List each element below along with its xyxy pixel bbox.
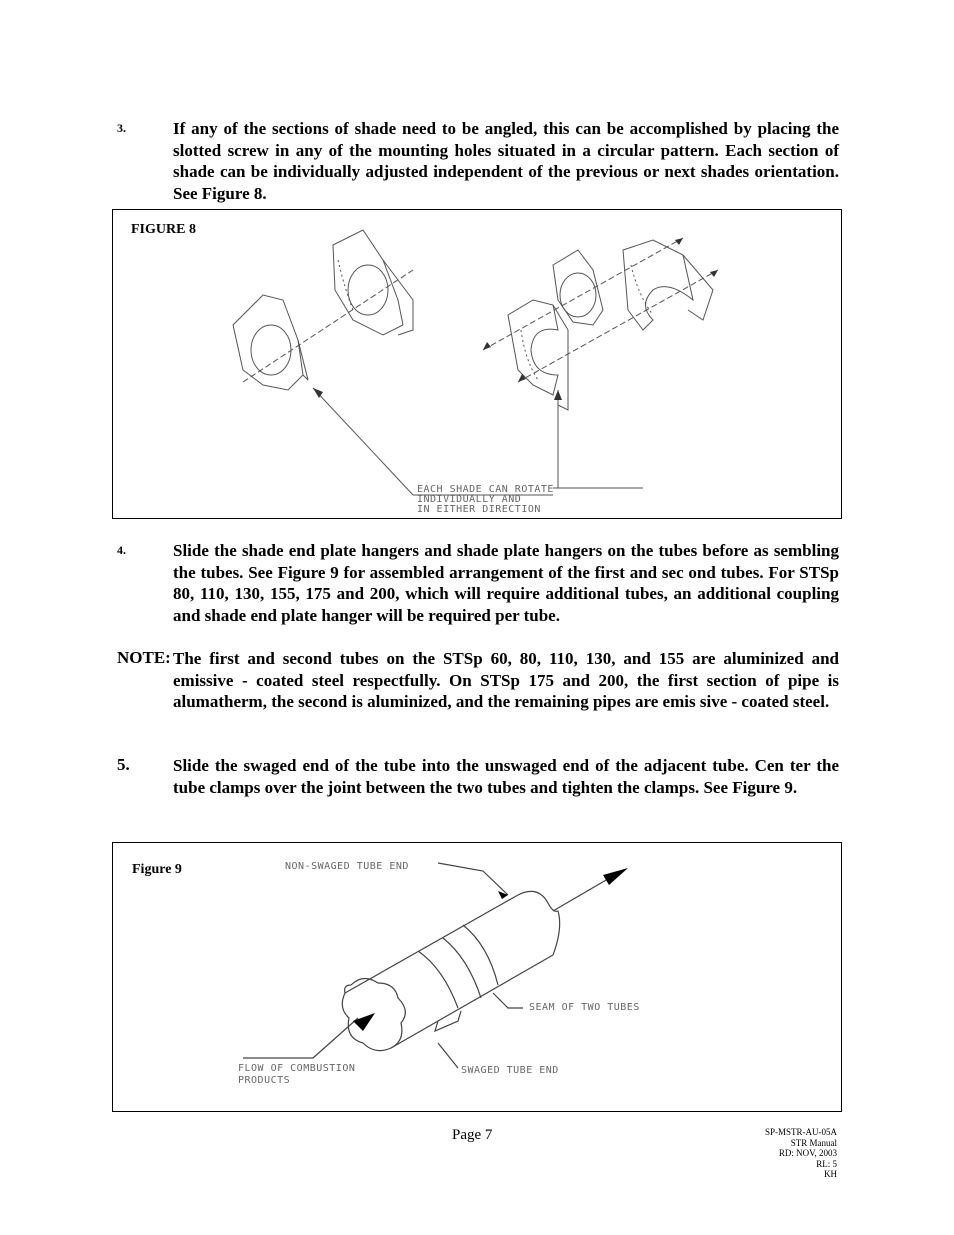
step-number: 5.	[117, 755, 130, 774]
note-text: The first and second tubes on the STSp 60, 80, 110, 130, and 155 are aluminized and emissive - coated steel respectfully. On STSp 175 and 200, the first section of pipe is alumatherm, the second is aluminized, and the remaining pipes are emis sive - coated steel.	[173, 649, 839, 711]
note-label: NOTE:	[117, 648, 171, 667]
figure-8-drawing	[113, 210, 840, 517]
step-3	[117, 118, 839, 204]
step-text: If any of the sections of shade need to be angled, this can be accomplished by placing the slotted screw in any of the mounting holes situated in a circular pattern. Each section of shade can be individually adjusted independent of the previous or next shades orientation. See Figure 8.	[173, 119, 839, 203]
figure-8-label: FIGURE 8	[131, 222, 196, 237]
figure-8-callout-line-3: IN EITHER DIRECTION	[417, 504, 541, 515]
callout-swaged: SWAGED TUBE END	[461, 1065, 559, 1076]
document-meta	[765, 1127, 837, 1180]
note	[117, 648, 839, 713]
page-number: Page 7	[452, 1127, 493, 1143]
figure-9-drawing	[113, 843, 840, 1110]
callout-flow-line-1: FLOW OF COMBUSTION	[238, 1063, 356, 1074]
step-text: Slide the swaged end of the tube into the unswaged end of the adjacent tube. Cen ter the tube clamps over the joint between the two tubes and tighten the clamps. See Figure 9.	[173, 756, 839, 797]
figure-8-callout-line-1: EACH SHADE CAN ROTATE	[417, 484, 554, 495]
meta-revision: RL: 5	[816, 1158, 837, 1169]
step-5	[117, 755, 839, 798]
step-text: Slide the shade end plate hangers and shade plate hangers on the tubes before as sembling the tubes. See Figure 9 for assembled arrangement of the first and sec ond tubes. For STSp 80, 110, 130, 155, 175 and 200, which will require additional tubes, an additional coupling and shade end plate hanger will be required per tube.	[173, 541, 839, 625]
meta-initials: KH	[824, 1169, 837, 1179]
figure-9-box	[112, 842, 842, 1112]
meta-manual: STR Manual	[790, 1137, 837, 1148]
callout-seam: SEAM OF TWO TUBES	[529, 1002, 640, 1013]
callout-non-swaged: NON-SWAGED TUBE END	[285, 861, 409, 872]
step-4	[117, 540, 839, 626]
step-number: 4.	[117, 543, 126, 557]
step-number: 3.	[117, 121, 126, 135]
figure-9-label: Figure 9	[132, 862, 182, 877]
figure-8-callout-line-2: INDIVIDUALLY AND	[417, 494, 522, 505]
figure-8-box	[112, 209, 842, 519]
callout-flow-line-2: PRODUCTS	[238, 1075, 291, 1086]
meta-doc-id: SP-MSTR-AU-05A	[764, 1127, 837, 1137]
meta-date: RD: NOV, 2003	[778, 1148, 837, 1158]
